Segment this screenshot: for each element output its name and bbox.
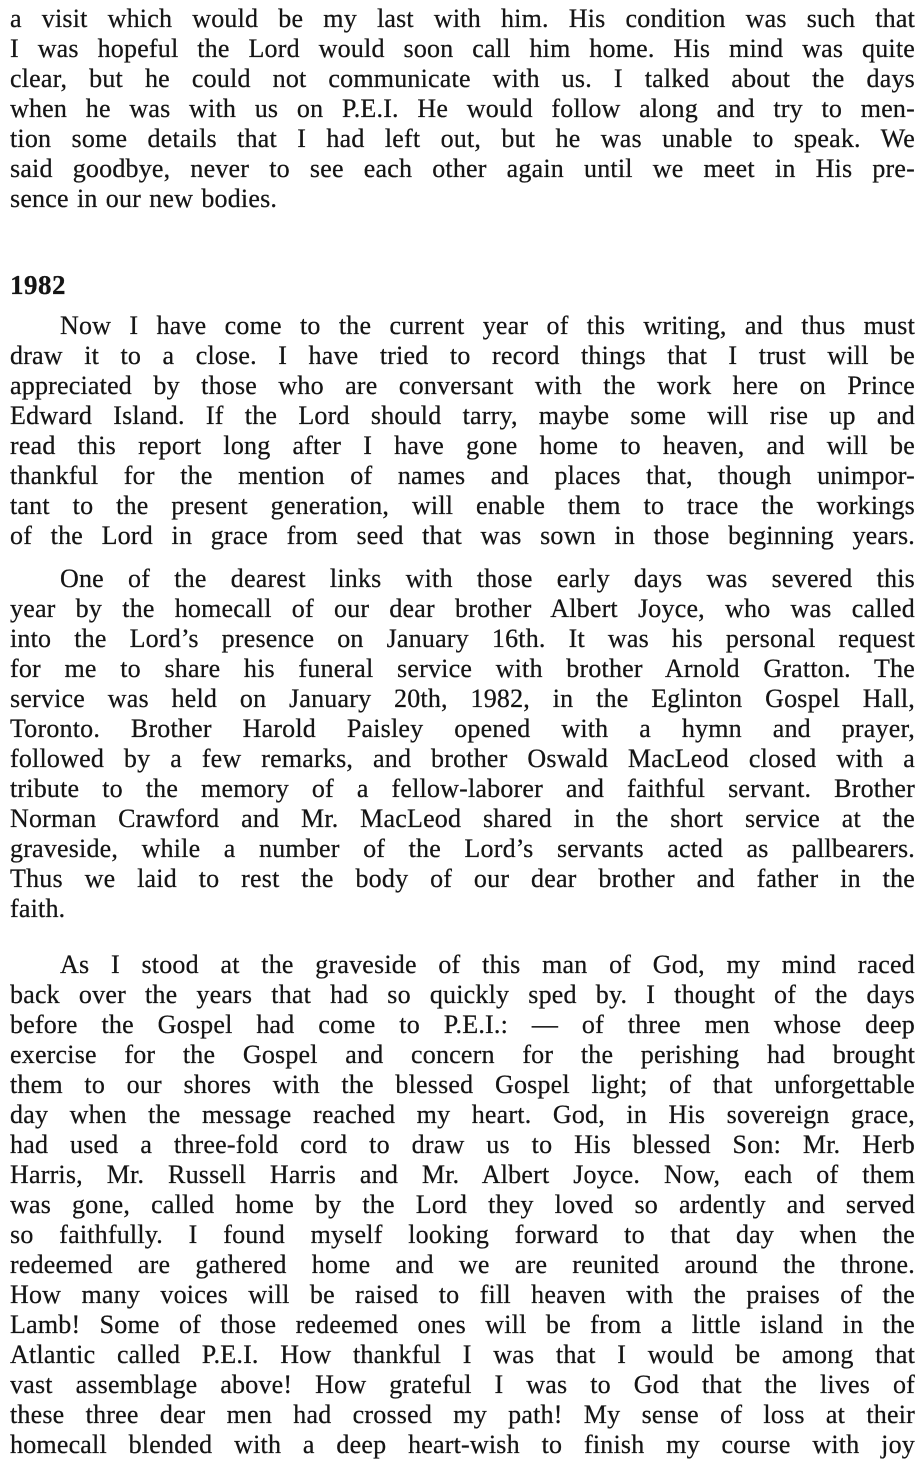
text-line: I was hopeful the Lord would soon call him home. His mind was quite [10,34,915,63]
text-line: Toronto. Brother Harold Paisley opened with a hymn and prayer, [10,714,915,743]
text-line: followed by a few remarks, and brother Oswald MacLeod closed with a [10,744,915,773]
text-line: Lamb! Some of those redeemed ones will be from a little island in the [10,1310,915,1339]
text-line: faith. [10,894,66,923]
text-line: appreciated by those who are conversant with the work here on Prince [10,371,915,400]
text-line: tant to the present generation, will enable them to trace the workings [10,491,915,520]
text-line: service was held on January 20th, 1982, in the Eglinton Gospel Hall, [10,684,915,713]
section-heading-year-1982: 1982 [10,270,66,300]
paragraph-graveside-reflection [10,950,915,1460]
text-line: was gone, called home by the Lord they loved so ardently and served [10,1190,915,1219]
text-line: Norman Crawford and Mr. MacLeod shared in the short service at the [10,804,915,833]
text-line: when he was with us on P.E.I. He would follow along and try to men- [10,94,915,123]
text-line: Thus we laid to rest the body of our dear brother and father in the [10,864,915,893]
text-line: tion some details that I had left out, but he was unable to speak. We [10,124,915,153]
text-line: them to our shores with the blessed Gospel light; of that unforgettable [10,1070,915,1099]
text-line: day when the message reached my heart. God, in His sovereign grace, [10,1100,915,1129]
text-line: Edward Island. If the Lord should tarry, maybe some will rise up and [10,401,915,430]
paragraph-albert-joyce-homecall [10,564,915,924]
text-line: Now I have come to the current year of this writing, and thus must [60,311,915,340]
text-line: read this report long after I have gone home to heaven, and will be [10,431,915,460]
text-line: had used a three-fold cord to draw us to His blessed Son: Mr. Herb [10,1130,915,1159]
text-line: How many voices will be raised to fill heaven with the praises of the [10,1280,915,1309]
text-line: said goodbye, never to see each other again until we meet in His pre- [10,154,915,183]
text-line: into the Lord’s presence on January 16th. It was his personal request [10,624,915,653]
text-line: homecall blended with a deep heart-wish to finish my course with joy [10,1430,915,1459]
text-line: of the Lord in grace from seed that was sown in those beginning years. [10,521,915,550]
text-line: clear, but he could not communicate with us. I talked about the days [10,64,915,93]
text-line: vast assemblage above! How grateful I was to God that the lives of [10,1370,915,1399]
text-line: for me to share his funeral service with brother Arnold Gratton. The [10,654,915,683]
paragraph-continuation-last-visit [10,4,915,214]
text-line: thankful for the mention of names and places that, though unimpor- [10,461,915,490]
text-line: exercise for the Gospel and concern for the perishing had brought [10,1040,915,1069]
text-line: draw it to a close. I have tried to record things that I trust will be [10,341,915,370]
text-line: back over the years that had so quickly sped by. I thought of the days [10,980,915,1009]
text-line: these three dear men had crossed my path! My sense of loss at their [10,1400,915,1429]
text-line: sence in our new bodies. [10,184,278,213]
text-line: redeemed are gathered home and we are reunited around the throne. [10,1250,915,1279]
paragraph-closing-of-writing [10,311,915,551]
text-line: before the Gospel had come to P.E.I.: — of three men whose deep [10,1010,915,1039]
text-line: One of the dearest links with those early days was severed this [60,564,915,593]
text-line: As I stood at the graveside of this man of God, my mind raced [60,950,915,979]
text-line: Harris, Mr. Russell Harris and Mr. Albert Joyce. Now, each of them [10,1160,915,1189]
text-line: year by the homecall of our dear brother Albert Joyce, who was called [10,594,915,623]
text-line: Atlantic called P.E.I. How thankful I was that I would be among that [10,1340,915,1369]
text-line: a visit which would be my last with him. His condition was such that [10,4,915,33]
text-line: so faithfully. I found myself looking forward to that day when the [10,1220,915,1249]
text-line: tribute to the memory of a fellow-laborer and faithful servant. Brother [10,774,915,803]
text-line: graveside, while a number of the Lord’s servants acted as pallbearers. [10,834,915,863]
